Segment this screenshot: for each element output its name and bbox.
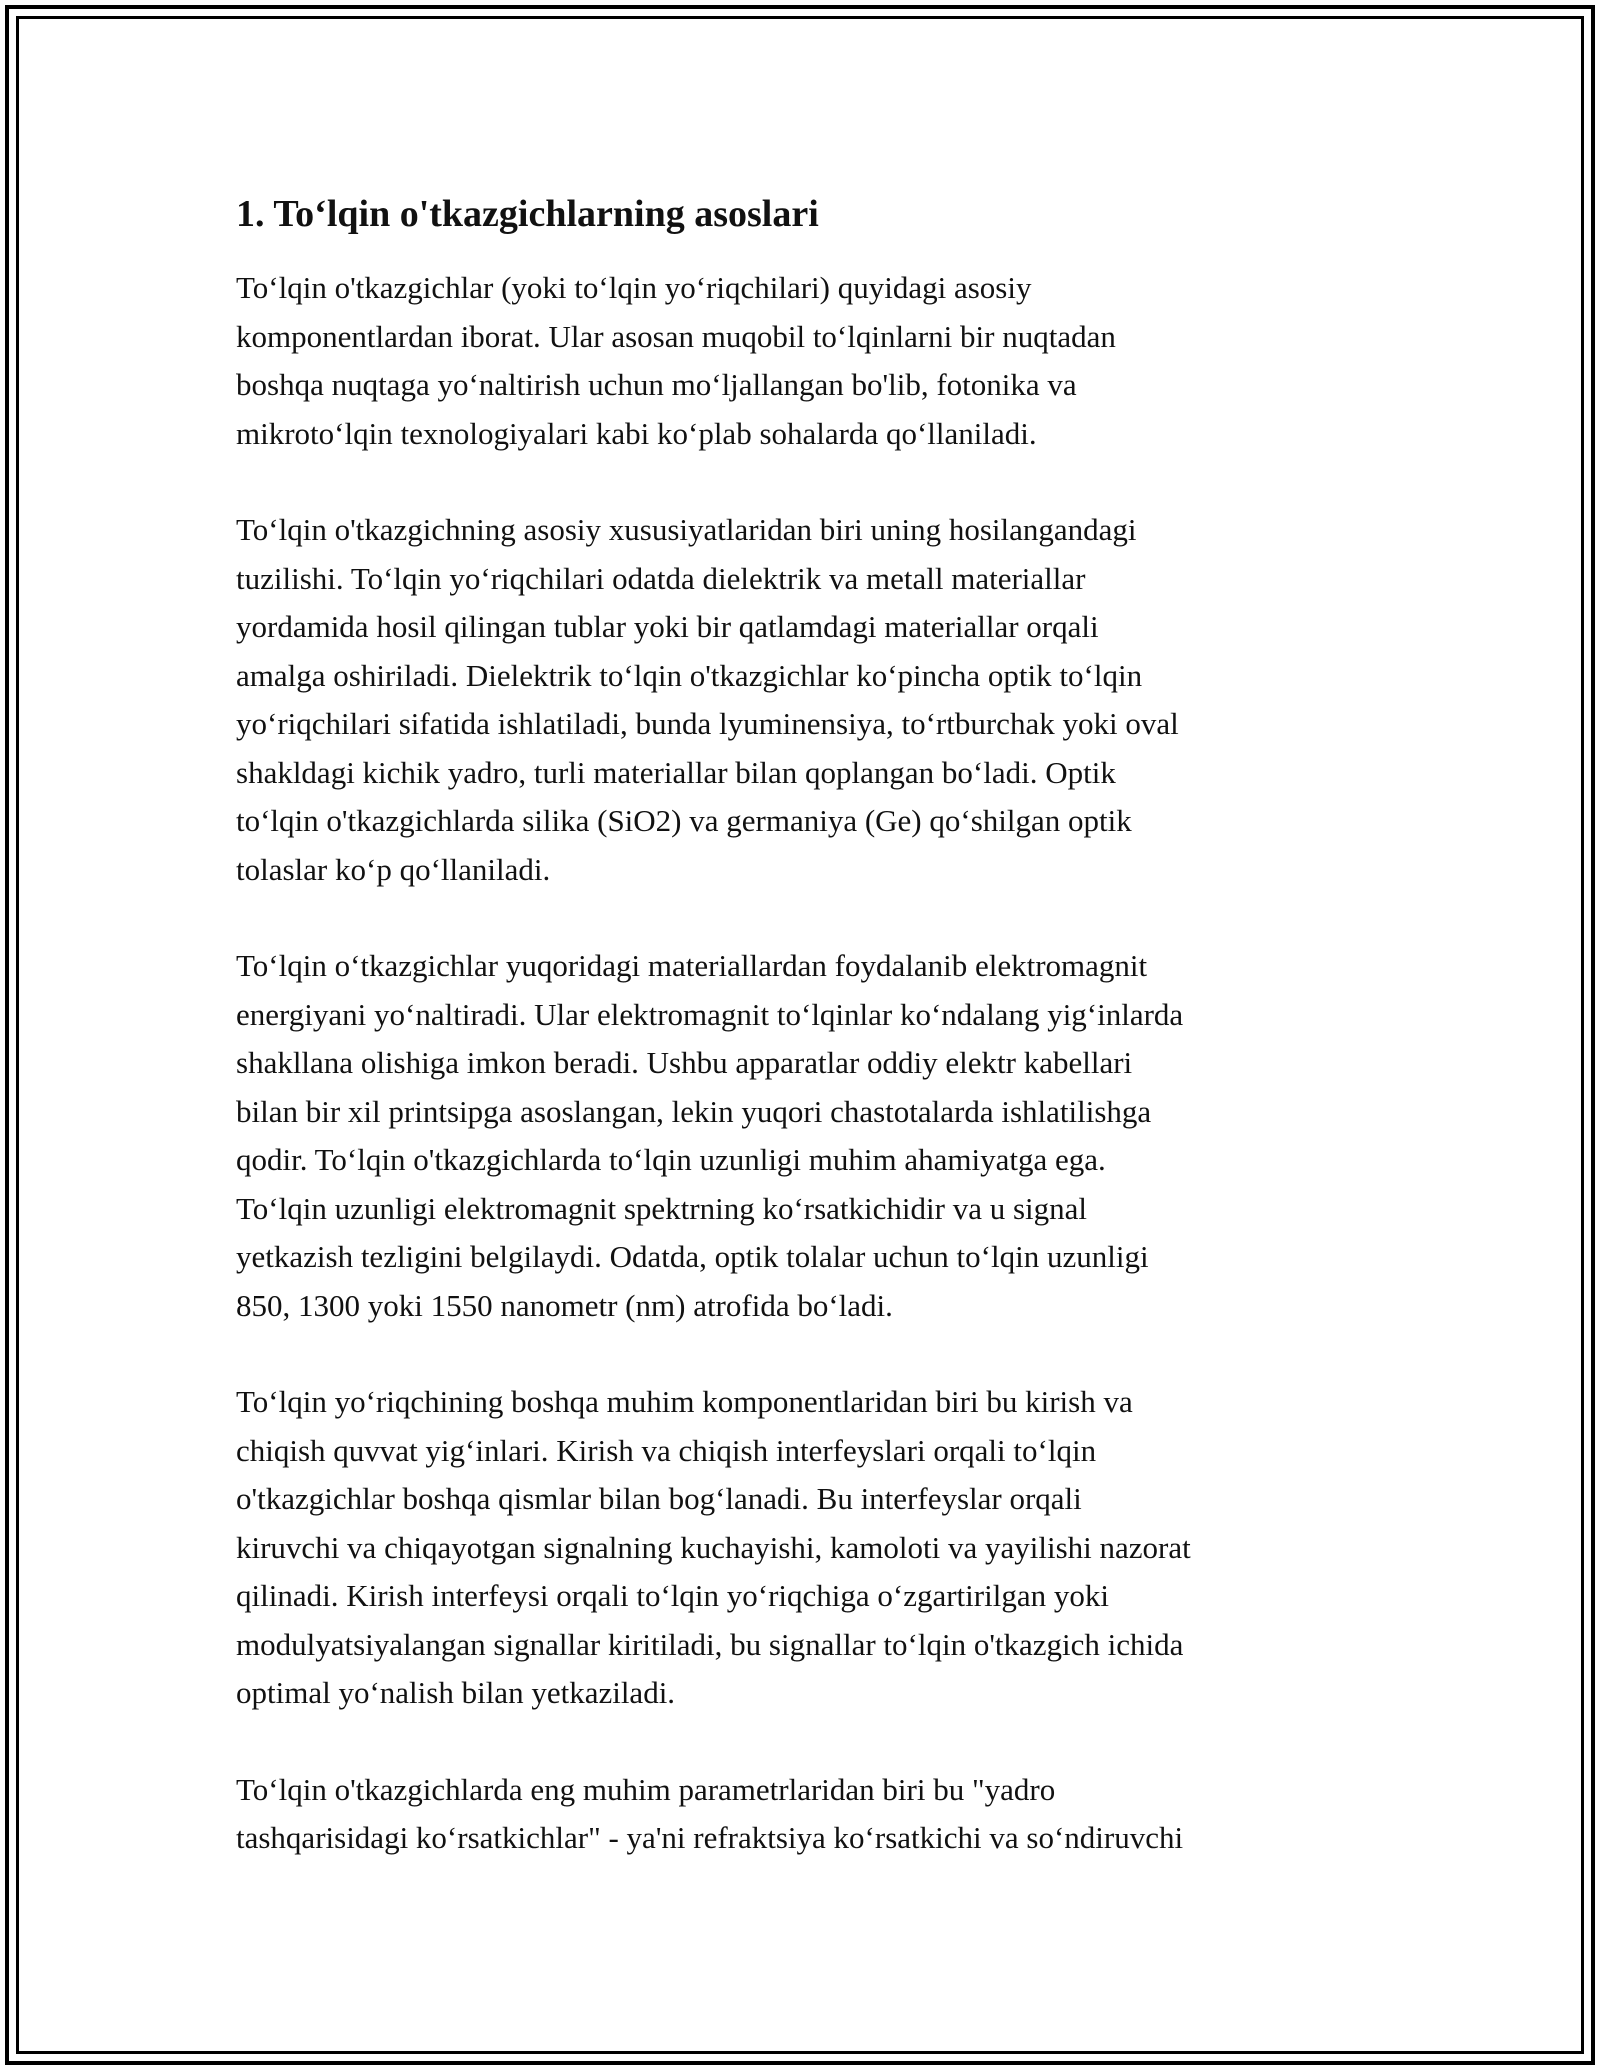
paragraph-line: To‘lqin o'tkazgichlarda eng muhim parametrlaridan biri bu "yadro bbox=[236, 1771, 1056, 1807]
paragraph-line: shakllana olishiga imkon beradi. Ushbu apparatlar oddiy elektr kabellari bbox=[236, 1045, 1133, 1080]
paragraph-5 bbox=[236, 1766, 1366, 1863]
paragraph-line: tuzilishi. To‘lqin yo‘riqchilari odatda dielektrik va metall materiallar bbox=[236, 560, 1086, 596]
paragraph-line: modulyatsiyalangan signallar kiritiladi, bu signallar to‘lqin o'tkazgich ichida bbox=[236, 1626, 1184, 1662]
paragraph-line: boshqa nuqtaga yo‘naltirish uchun mo‘ljallangan bo'lib, fotonika va bbox=[236, 367, 1077, 402]
paragraph-line: yordamida hosil qilingan tublar yoki bir qatlamdagi materiallar orqali bbox=[236, 609, 1099, 644]
paragraph-line: tolaslar ko‘p qo‘llaniladi. bbox=[236, 851, 551, 887]
paragraph-2 bbox=[236, 506, 1366, 894]
paragraph-4 bbox=[236, 1378, 1366, 1718]
paragraph-3 bbox=[236, 942, 1366, 1330]
paragraph-line: To‘lqin o'tkazgichning asosiy xususiyatlaridan biri uning hosilangandagi bbox=[236, 512, 1137, 547]
paragraph-line: optimal yo‘nalish bilan yetkaziladi. bbox=[236, 1675, 676, 1710]
paragraph-line: o'tkazgichlar boshqa qismlar bilan bog‘lanadi. Bu interfeyslar orqali bbox=[236, 1481, 1082, 1516]
paragraph-line: yo‘riqchilari sifatida ishlatiladi, bunda lyuminensiya, to‘rtburchak yoki oval bbox=[236, 706, 1179, 741]
paragraph-line: To‘lqin yo‘riqchining boshqa muhim komponentlaridan biri bu kirish va bbox=[236, 1384, 1133, 1419]
paragraph-line: qilinadi. Kirish interfeysi orqali to‘lqin yo‘riqchiga o‘zgartirilgan yoki bbox=[236, 1578, 1109, 1613]
paragraph-line: chiqish quvvat yig‘inlari. Kirish va chiqish interfeyslari orqali to‘lqin bbox=[236, 1432, 1097, 1468]
paragraph-1 bbox=[236, 264, 1366, 458]
paragraph-line: To‘lqin o‘tkazgichlar yuqoridagi materiallardan foydalanib elektromagnit bbox=[236, 948, 1148, 983]
paragraph-line: shakldagi kichik yadro, turli materiallar bilan qoplangan bo‘ladi. Optik bbox=[236, 754, 1116, 790]
paragraph-line: kiruvchi va chiqayotgan signalning kuchayishi, kamoloti va yayilishi nazorat bbox=[236, 1529, 1191, 1565]
paragraph-line: To‘lqin uzunligi elektromagnit spektrning ko‘rsatkichidir va u signal bbox=[236, 1190, 1088, 1226]
paragraph-line: yetkazish tezligini belgilaydi. Odatda, optik tolalar uchun to‘lqin uzunligi bbox=[236, 1239, 1149, 1274]
section-heading: 1. To‘lqin o'tkazgichlarning asoslari bbox=[236, 193, 819, 235]
paragraph-line: mikroto‘lqin texnologiyalari kabi ko‘plab sohalarda qo‘llaniladi. bbox=[236, 415, 1037, 451]
paragraph-line: 850, 1300 yoki 1550 nanometr (nm) atrofida bo‘ladi. bbox=[236, 1287, 893, 1323]
paragraph-line: To‘lqin o'tkazgichlar (yoki to‘lqin yo‘riqchilari) quyidagi asosiy bbox=[236, 270, 1032, 305]
paragraph-line: bilan bir xil printsipga asoslangan, lekin yuqori chastotalarda ishlatilishga bbox=[236, 1093, 1152, 1129]
paragraph-line: energiyani yo‘naltiradi. Ular elektromagnit to‘lqinlar ko‘ndalang yig‘inlarda bbox=[236, 996, 1184, 1032]
paragraph-line: tashqarisidagi ko‘rsatkichlar" - ya'ni refraktsiya ko‘rsatkichi va so‘ndiruvchi bbox=[236, 1820, 1184, 1855]
paragraph-line: komponentlardan iborat. Ular asosan muqobil to‘lqinlarni bir nuqtadan bbox=[236, 318, 1116, 354]
paragraph-line: amalga oshiriladi. Dielektrik to‘lqin o'tkazgichlar ko‘pincha optik to‘lqin bbox=[236, 657, 1143, 693]
document-body bbox=[236, 190, 1366, 1911]
paragraph-line: to‘lqin o'tkazgichlarda silika (SiO2) va germaniya (Ge) qo‘shilgan optik bbox=[236, 803, 1132, 838]
paragraph-line: qodir. To‘lqin o'tkazgichlarda to‘lqin uzunligi muhim ahamiyatga ega. bbox=[236, 1142, 1106, 1177]
